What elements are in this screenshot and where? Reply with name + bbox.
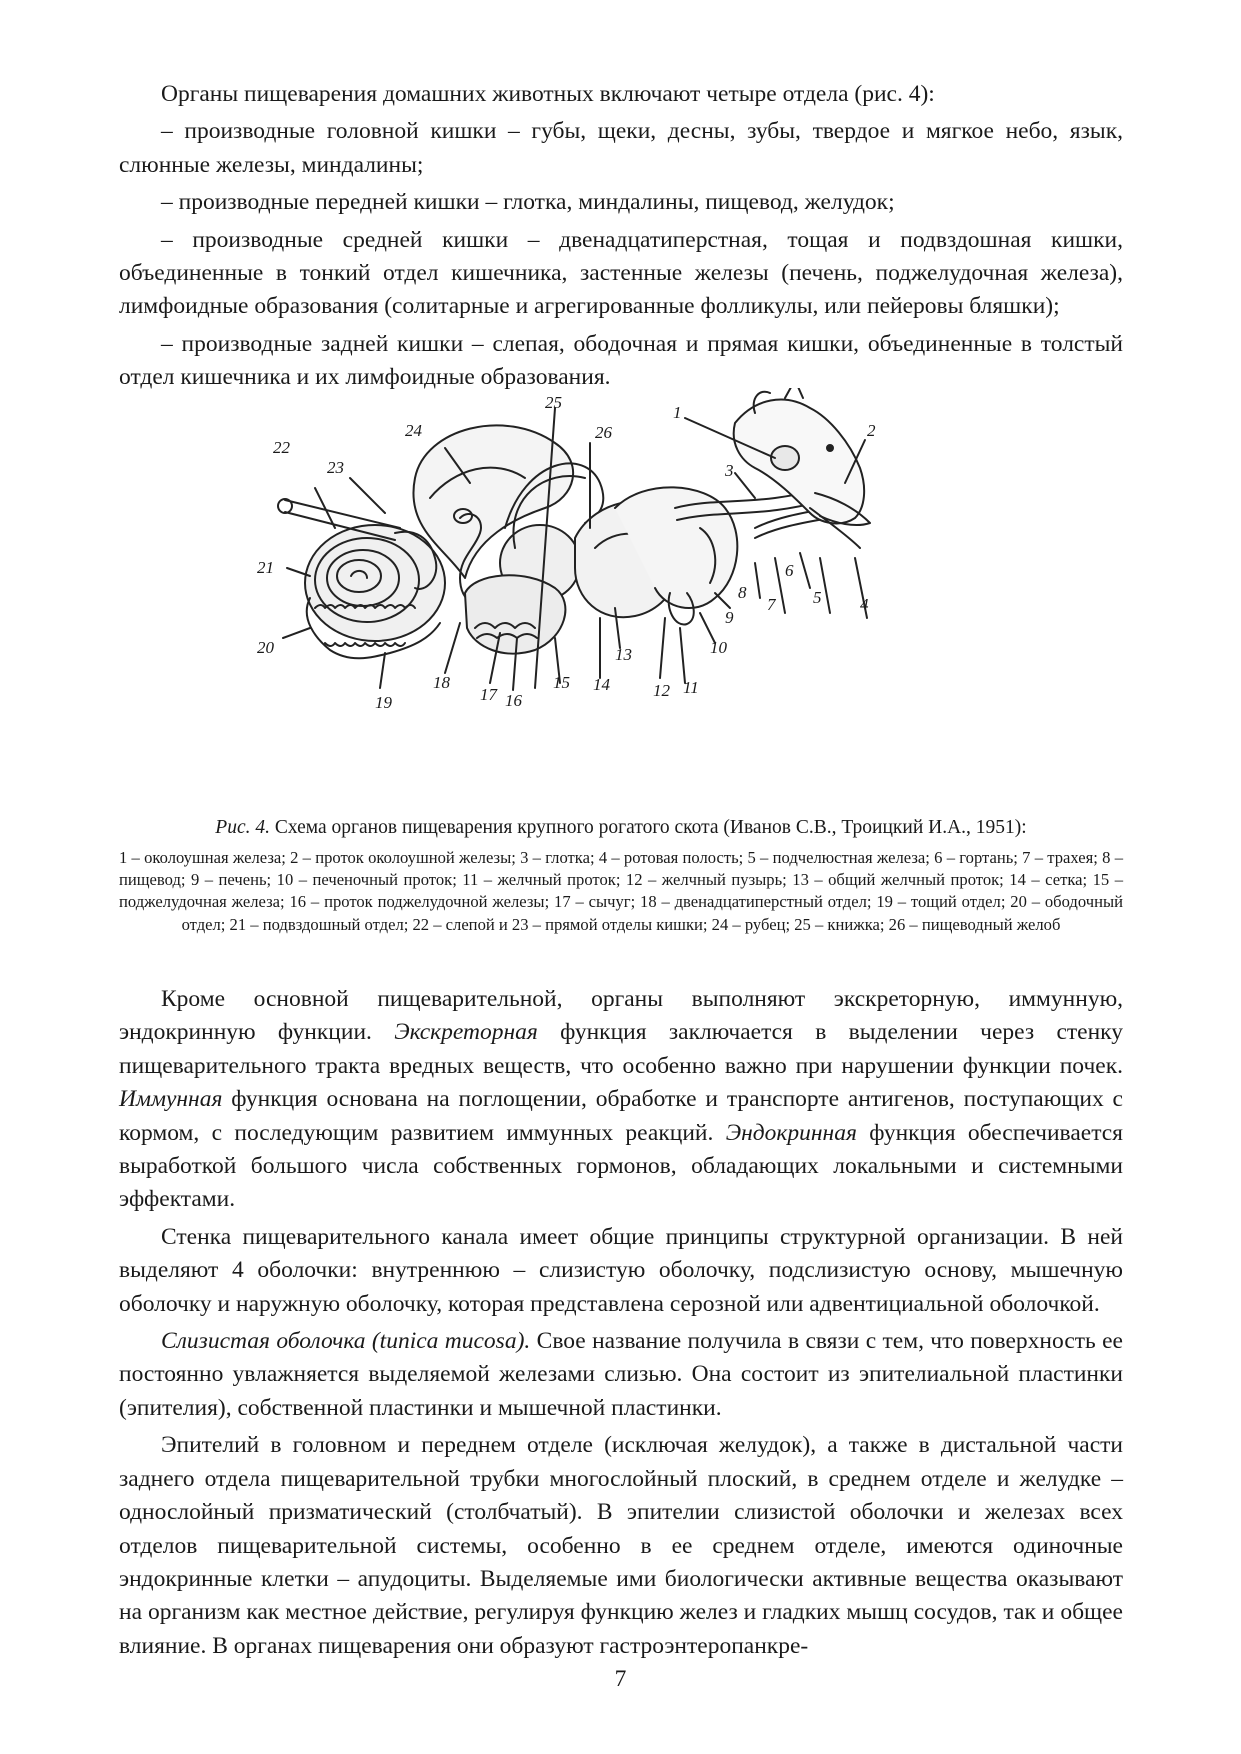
figure-label-10: 10 [710, 638, 727, 657]
figure-label-4: 4 [860, 595, 869, 614]
intro-paragraph: Органы пищеварения домашних животных включают четыре отдела (рис. 4): [161, 81, 935, 107]
functions-text-3: функция основана на поглощении, обработке и транспорте антигенов, поступающих с кормом, с последующим развитием иммунных реакций. [119, 1086, 1123, 1146]
functions-text-4: функция обеспечивается выработкой большого числа собственных гормонов, обладающих локальными и системными эффектами. [119, 1119, 1123, 1213]
figure-label-22: 22 [273, 438, 290, 457]
functions-paragraph [119, 983, 1123, 1217]
figure-label-24: 24 [405, 421, 422, 440]
caption-title [119, 815, 1123, 841]
term-endocrine: Эндокринная [725, 1119, 857, 1146]
figure-label-16: 16 [505, 691, 522, 710]
figure-label-17: 17 [480, 685, 497, 704]
figure-label-15: 15 [553, 673, 570, 692]
page-number: 7 [614, 1666, 627, 1692]
functions-text-1: Кроме основной пищеварительной, органы выполняют экскреторную, иммунную, эндокринную функции. [119, 986, 1123, 1046]
figure-label-8: 8 [738, 583, 747, 602]
figure-label-23: 23 [327, 458, 344, 477]
figure-label-14: 14 [593, 675, 610, 694]
figure-label-12: 12 [653, 681, 670, 700]
body-section [119, 983, 1123, 1663]
figure-label-13: 13 [615, 645, 632, 664]
figure-label-20: 20 [257, 638, 274, 657]
figure-label-5: 5 [813, 588, 822, 607]
figure-label-21: 21 [257, 558, 274, 577]
mucosa-paragraph [119, 1325, 1123, 1425]
digestive-organs-drawing [255, 388, 985, 798]
list-item-head-gut: – производные головной кишки – губы, щеки, десны, зубы, твердое и мягкое небо, язык, слюнные железы, миндалины; [119, 118, 1123, 178]
figure-caption [119, 815, 1123, 936]
list-item-fore-gut: – производные передней кишки – глотка, миндалины, пищевод, желудок; [161, 189, 895, 216]
mucosa-text: Свое название получила в связи с тем, что поверхность ее постоянно увлажняется выделяемой железами слизью. Она состоит из эпителиальной пластинки (эпителия), собственной пластинки и мышечной пластинки. [119, 1328, 1123, 1421]
caption-prefix: Рис. 4. [215, 817, 270, 838]
figure-label-26: 26 [595, 423, 612, 442]
caption-legend: 1 – околоушная железа; 2 – проток околоушной железы; 3 – глотка; 4 – ротовая полость; 5 – подчелюстная железа; 6 – гортань; 7 – трахея; 8 – пищевод; 9 – печень; 10 – печеночный проток; 11 – желчный проток; 12 – желчный пузырь; 13 – общий желчный проток; 14 – сетка; 15 – поджелудочная железа; 16 – проток поджелудочной железы; 17 – сычуг; 18 – двенадцатиперстный отдел; 19 – тощий отдел; 20 – ободочный отдел; 21 – подвздошный отдел; 22 – слепой и 23 – прямой отделы кишки; 24 – рубец; 25 – книжка; 26 – пищеводный желоб [119, 848, 1123, 934]
functions-text-2: функция заключается в выделении через стенку пищеварительного тракта вредных веществ, что особенно важно при нарушении функции почек. [119, 1019, 1124, 1079]
list-item-hind-gut: – производные задней кишки – слепая, ободочная и прямая кишки, объединенные в толстый отдел кишечника и их лимфоидные образования. [119, 330, 1123, 391]
figure-label-1: 1 [673, 403, 682, 422]
wall-structure-paragraph: Стенка пищеварительного канала имеет общие принципы структурной организации. В ней выделяют 4 оболочки: внутреннюю – слизистую оболочку, подслизистую основу, мышечную оболочку и наружную оболочку, которая представлена серозной или адвентициальной оболочкой. [119, 1223, 1123, 1317]
figure-label-18: 18 [433, 673, 450, 692]
list-item-mid-gut: – производные средней кишки – двенадцатиперстная, тощая и подвздошная кишки, объединенные в тонкий отдел кишечника, застенные железы (печень, поджелудочная железа), лимфоидные образования (солитарные и агрегированные фолликулы, или пейеровы бляшки); [119, 226, 1123, 320]
figure-label-6: 6 [785, 561, 794, 580]
epithelium-paragraph: Эпителий в головном и переднем отделе (исключая желудок), а также в дистальной части заднего отдела пищеварительной трубки многослойный плоский, в среднем отделе и желудке – однослойный призматический (столбчатый). В эпителии слизистой оболочки и железах всех отделов пищеварительной системы, особенно в ее среднем отделе, имеются одиночные эндокринные клетки – апудоциты. Выделяемые ими биологически активные вещества оказывают на организм как местное действие, регулируя функцию желез и гладких мышц сосудов, так и общее влияние. В органах пищеварения они образуют гастроэнтеропанкре- [119, 1432, 1123, 1659]
figure-label-3: 3 [725, 461, 734, 480]
term-tunica-mucosa: Слизистая оболочка (tunica mucosa). [161, 1328, 531, 1355]
figure-label-11: 11 [683, 678, 699, 697]
figure-label-9: 9 [725, 608, 734, 627]
figure-label-19: 19 [375, 693, 392, 712]
figure-label-25: 25 [545, 393, 562, 412]
digestive-organs-figure [255, 388, 985, 798]
caption-title-text: Схема органов пищеварения крупного рогатого скота (Иванов С.В., Троицкий И.А., 1951): [274, 817, 1027, 838]
figure-label-7: 7 [767, 595, 776, 614]
intro-section [119, 78, 1123, 395]
term-excretory: Экскреторная [394, 1019, 538, 1046]
figure-label-2: 2 [867, 421, 876, 440]
term-immune: Иммунная [119, 1086, 223, 1113]
